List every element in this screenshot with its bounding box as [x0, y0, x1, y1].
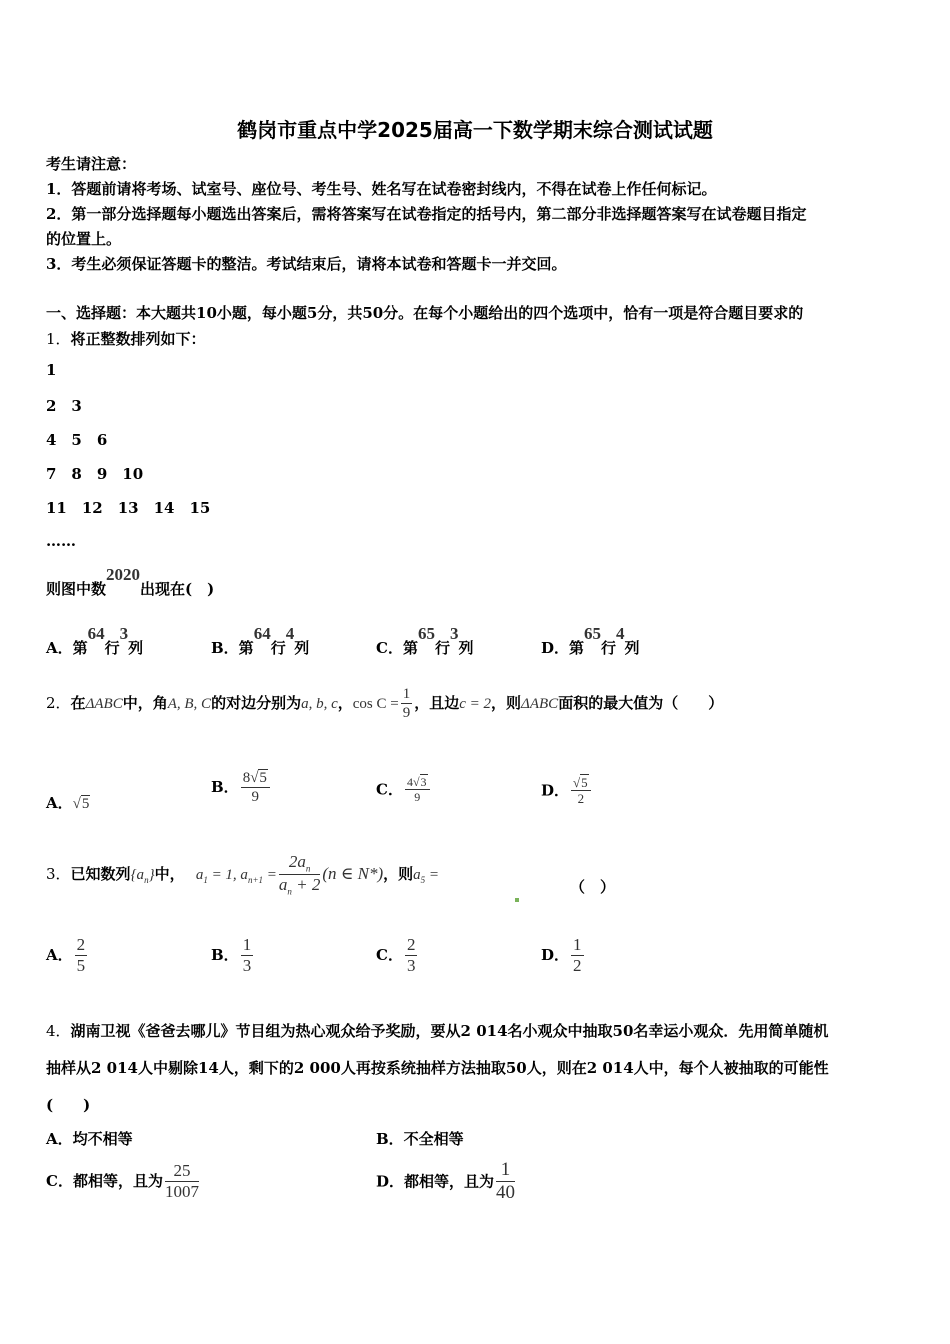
notice-heading: 考生请注意： [46, 155, 137, 173]
question-3-stem [46, 853, 439, 897]
math-fraction [405, 936, 418, 976]
numerator: 1 [496, 1160, 515, 1182]
math-fraction: $\frac{8√5}{9}$ [241, 770, 270, 806]
text: 行 [434, 639, 450, 657]
option-b[interactable]: B．不全相等 [376, 1130, 464, 1148]
text: 行 [601, 639, 617, 657]
triangle-row: 11 12 13 14 15 [46, 499, 211, 517]
option-c[interactable] [46, 1162, 201, 1202]
subscript: 1 [203, 875, 208, 886]
notice-item: 3．考生必须保证答题卡的整洁。考试结束后，请将本试卷和答题卡一并交回。 [46, 255, 567, 273]
math-fraction [571, 936, 584, 976]
math-fraction: $\frac{√5}{2}$ [571, 776, 591, 807]
question-1-stem [46, 328, 206, 349]
text: 出现在( ) [140, 580, 215, 598]
denominator: 3 [406, 955, 416, 975]
text: ，则 [383, 865, 414, 884]
math-number: 3 [449, 624, 459, 643]
triangle-row: 1 [46, 361, 57, 379]
denominator: 40 [496, 1181, 516, 1203]
math-expr: ΔABC [521, 695, 559, 712]
page-title: 鹤岗市重点中学2025届高一下数学期末综合测试试题 [237, 118, 713, 142]
option-b[interactable] [211, 624, 310, 658]
triangle-row: 4 5 6 [46, 431, 108, 449]
answer-paren: （ ） [570, 878, 616, 896]
option-label: D．第 [541, 639, 585, 657]
option-label: D． [541, 781, 570, 800]
math-expr: (n ∈ N*) [322, 864, 384, 884]
math-expr: } [148, 867, 155, 884]
math-fraction [496, 1160, 515, 1205]
math-fraction [75, 936, 88, 976]
text: ， [337, 693, 353, 712]
text: 中，角 [122, 693, 168, 712]
math-number: 65 [417, 624, 435, 643]
question-number: 2． [46, 693, 71, 712]
question-number: 1． [46, 330, 71, 348]
math-expr: = 1, a [211, 867, 248, 884]
denominator: a [278, 875, 288, 895]
numerator: 1 [573, 935, 582, 954]
text: 列 [128, 639, 144, 657]
denominator: 3 [242, 955, 252, 975]
subscript: n [287, 886, 292, 897]
question-4-line: 抽样从2 014人中剔除14人，剩下的2 000人再按系统抽样方法抽取50人，则在2 014人中，每个人被抽取的可能性 [46, 1059, 829, 1077]
math-number: 65 [584, 624, 602, 643]
math-expr: c = 2 [459, 695, 492, 712]
math-expr: ΔABC [85, 695, 123, 712]
option-label: C． [376, 780, 403, 799]
option-d[interactable] [376, 1160, 517, 1205]
radicand: 5 [259, 770, 267, 786]
subscript: n+1 [247, 875, 264, 886]
text: 中， [154, 865, 185, 884]
question-number: 3． [46, 865, 71, 884]
option-d[interactable] [541, 776, 593, 807]
math-expr: {a [130, 867, 145, 884]
math-number: 64 [253, 624, 271, 643]
notice-item: 的位置上。 [46, 230, 122, 248]
math-expr: a [413, 867, 421, 884]
denominator: 2 [577, 791, 585, 807]
text: 湖南卫视《爸爸去哪儿》节目组为热心观众给予奖励，要从2 014名小观众中抽取50名幸运小观众．先用简单随机 [70, 1022, 829, 1040]
math-expr: = [428, 867, 440, 884]
option-a[interactable]: A．√5 [46, 794, 90, 812]
triangle-row: 2 3 [46, 397, 82, 415]
section-heading: 一、选择题：本大题共10小题，每小题5分，共50分。在每个小题给出的四个选项中，恰有一项是符合题目要求的 [46, 304, 804, 322]
option-label: A． [46, 794, 73, 812]
numerator: 1 [402, 686, 411, 702]
option-label: B． [211, 946, 239, 965]
denominator: 1007 [164, 1181, 199, 1201]
option-label: B．第 [211, 639, 254, 657]
numerator: 25 [165, 1162, 199, 1182]
math-number: 3 [119, 624, 129, 643]
numerator: 2a [288, 852, 306, 871]
radicand: 3 [420, 775, 427, 789]
math-expr: = [266, 867, 277, 884]
notice-item: 2．第一部分选择题每小题选出答案后，需将答案写在试卷指定的括号内，第二部分非选择题答案写在试卷题目指定 [46, 205, 807, 223]
math-number: 2020 [106, 565, 141, 584]
option-c[interactable] [376, 624, 474, 658]
text: ，且边 [414, 693, 460, 712]
option-c[interactable] [376, 776, 432, 805]
answer-paren: ( ) [46, 1096, 91, 1114]
denominator: 9 [251, 788, 260, 805]
option-label: C．第 [376, 639, 418, 657]
question-2-stem [46, 686, 723, 722]
triangle-row: …… [46, 532, 76, 550]
math-number: 64 [87, 624, 105, 643]
numerator: 2 [406, 935, 416, 954]
text: 列 [458, 639, 474, 657]
subscript: n [305, 863, 311, 874]
math-fraction [401, 686, 413, 722]
denominator: 9 [414, 790, 421, 805]
numerator: 2 [76, 935, 86, 954]
text: 已知数列 [70, 865, 131, 884]
math-fraction [241, 936, 254, 976]
text: 的对边分别为 [211, 693, 302, 712]
question-1-ask [46, 565, 215, 599]
math-expr: a, b, c [301, 695, 338, 712]
option-label: D．都相等，且为 [376, 1172, 495, 1191]
math-number: 4 [285, 624, 295, 643]
option-b[interactable] [211, 770, 272, 806]
option-label: C．都相等，且为 [46, 1172, 163, 1191]
text: 则图中数 [46, 580, 107, 598]
denominator: 5 [76, 955, 86, 975]
option-b[interactable] [211, 936, 255, 976]
question-number: 4． [46, 1022, 71, 1040]
math-expr: cos C = [352, 695, 399, 712]
option-d[interactable] [541, 624, 640, 658]
marker-dot [515, 898, 519, 902]
notice-item: 1．答题前请将考场、试室号、座位号、考生号、姓名写在试卷密封线内，不得在试卷上作任何标记。 [46, 180, 717, 198]
option-label: B． [211, 777, 239, 796]
subscript: 5 [420, 875, 426, 886]
text: 面积的最大值为（ ） [558, 693, 724, 712]
text: 列 [624, 639, 640, 657]
text: 行 [104, 639, 120, 657]
numerator: 1 [242, 935, 252, 954]
option-c[interactable] [376, 936, 419, 976]
question-text: 将正整数排列如下： [70, 330, 206, 348]
option-a[interactable]: A．均不相等 [46, 1130, 133, 1148]
option-a[interactable] [46, 624, 144, 658]
question-4-stem [46, 1020, 828, 1041]
math-expr: A, B, C [167, 695, 212, 712]
text: 行 [270, 639, 286, 657]
option-label: C． [376, 946, 403, 965]
math-expr: a [195, 867, 204, 884]
radicand: 5 [581, 775, 588, 790]
triangle-row: 7 8 9 10 [46, 465, 144, 483]
math-fraction [165, 1162, 199, 1202]
denominator: 2 [573, 955, 582, 975]
math-fraction: $\frac{4√3}{9}$ [405, 776, 430, 805]
math-number: 4 [616, 624, 625, 643]
option-label: A． [46, 946, 73, 965]
option-d[interactable] [541, 936, 586, 976]
math-fraction [279, 853, 320, 897]
text: ，则 [491, 693, 522, 712]
text: 列 [294, 639, 310, 657]
coefficient: 4 [406, 775, 413, 789]
radicand: 5 [81, 796, 90, 812]
option-label: D． [541, 946, 570, 965]
coefficient: 8 [242, 770, 251, 786]
denominator: 9 [402, 704, 411, 721]
denominator: + 2 [296, 875, 321, 895]
option-label: A．第 [46, 639, 88, 657]
subscript: n [144, 875, 149, 886]
text: 在 [70, 693, 86, 712]
option-a[interactable] [46, 936, 89, 976]
